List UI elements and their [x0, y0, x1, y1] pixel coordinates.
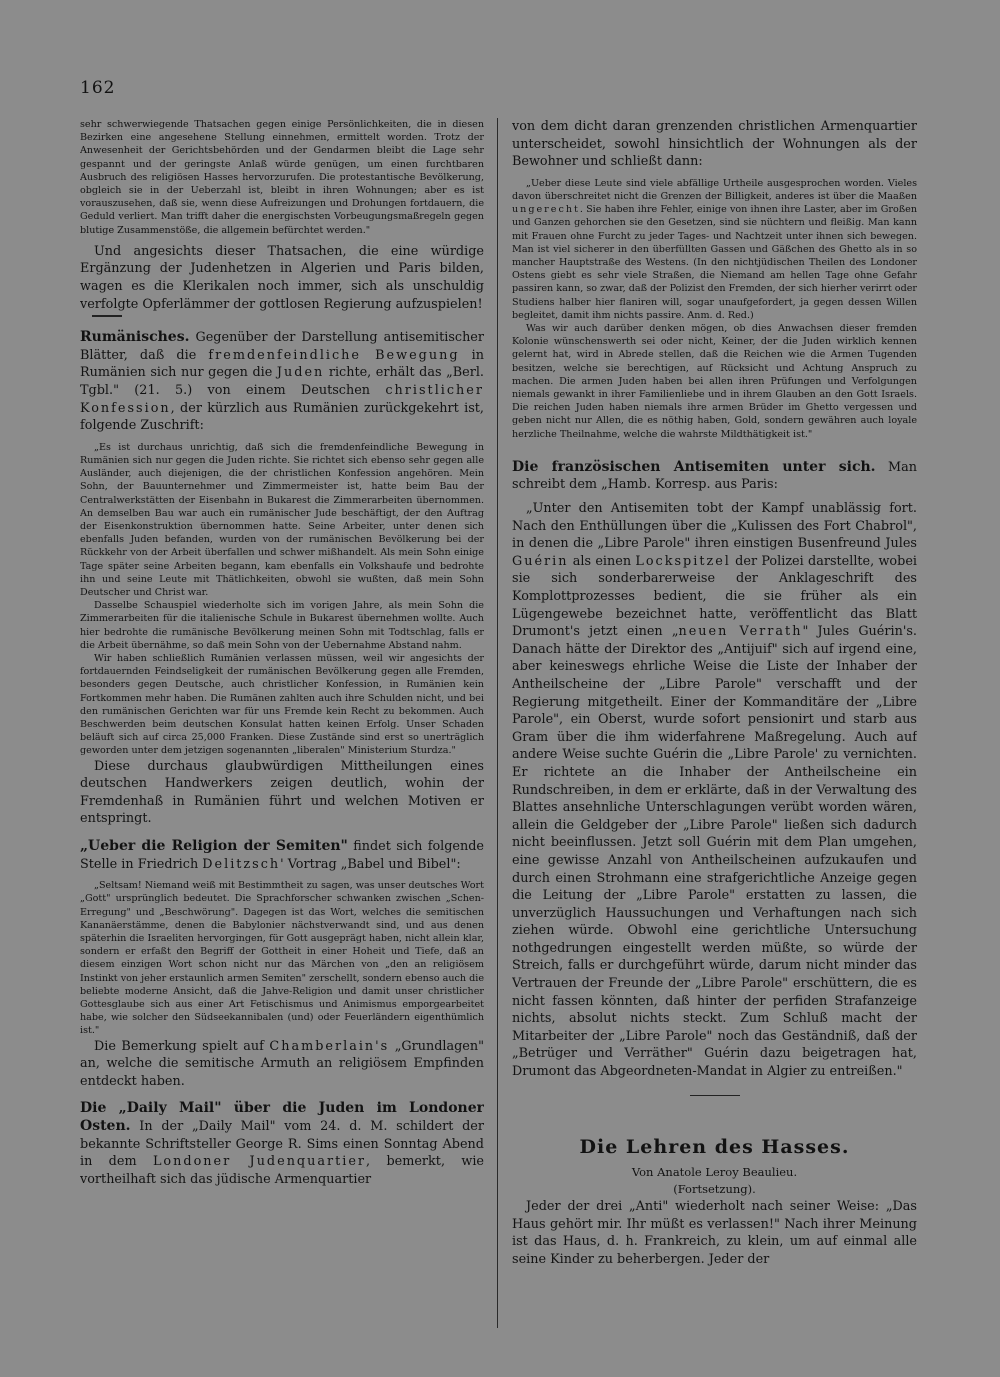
quoted-letter: Dasselbe Schauspiel wiederholte sich im vorigen Jahre, als mein Sohn die Zimmerarbeiten für die italienische Schule in Bukarest übernehmen wollte. Auch hier bedrohte die rumänische Bevölkerung meinen Sohn mit Todtschlag, falls er die Arbeit übernähme, so daß mein Sohn von der Uebernahme Abstand nahm.	[80, 600, 484, 651]
quoted-passage: „Ueber diese Leute sind viele abfällige Urtheile ausgesprochen worden. Vieles davon überschreitet nicht die Grenzen der Billigkeit, anderes ist über die Maaßen ungerecht. Sie haben ihre Fehler, einige von ihnen ihre Laster, aber im Großen und Ganzen gehorchen sie den Gesetzen, sind sie nüchtern und fleißig. Man kann mit Frauen ohne Furcht zu jeder Tages- und Nachtzeit unter ihnen sich bewegen. Man ist viel sicherer in den überfüllten Gassen und Gäßchen des Ghetto als in so mancher Hauptstraße des Westens. (In den nichtjüdischen Theilen des Londoner Ostens giebt es sehr viele Straßen, die Niemand am hellen Tage ohne Gefahr passiren kann, so zwar, daß der Polizist den Fremden, der sich hierher verirrt oder Studiens halber hier flaniren will, sogar unaufgefordert, ja gegen dessen Willen begleitet, damit ihm nichts passire. Anm. d. Red.)	[512, 177, 917, 321]
quoted-passage: Was wir auch darüber denken mögen, ob dies Anwachsen dieser fremden Kolonie wünschenswerth sei oder nicht, Keiner, der die Juden wirklich kennen gelernt hat, wird in Abrede stellen, daß die Reichen wie die Armen Tugenden besitzen, welche sie berechtigen, auf Rücksicht und Achtung Anspruch zu machen. Die armen Juden haben bei allen ihren Prüfungen und Verfolgungen niemals gewankt in ihrer Familienliebe und in ihrem Glauben an den Gott Israels. Die reichen Juden haben niemals ihre armen Brüder im Ghetto vergessen und geben nicht nur Allen, die es nöthig haben, Gold, sondern gewähren auch loyale herzliche Theilnahme, welche die wahrste Mildthätigkeit ist."	[512, 323, 917, 440]
quoted-letter: „Es ist durchaus unrichtig, daß sich die fremdenfeindliche Bewegung in Rumänien sich nur gegen die Juden richte. Sie richtet sich ebenso sehr gegen alle Ausländer, auch diejenigen, die der christlichen Konfession angehören. Mein Sohn, der Bauunternehmer und Zimmermeister ist, hatte beim Bau der Centralwerkstätten der Eisenbahn in Bukarest die Zimmerarbeiten übernommen. An demselben Bau war auch ein rumänischer Jude beschäftigt, der den Auftrag der Eisenkonstruktion übernommen hatte. Seine Arbeiter, unter denen sich ebenfalls Juden befanden, wurden von der rumänischen Bevölkerung bei der Rückkehr von der Arbeit überfallen und schwer mißhandelt. Als mein Sohn einige Tage später seine Arbeiten begann, kam ebenfalls ein Volkshaufe und bedrohte ihn und seine Leute mit Thätlichkeiten, obwohl sie wußten, daß mein Sohn Deutscher und Christ war.	[80, 441, 484, 598]
article-paragraph: Jeder der drei „Anti" wiederholt nach seiner Weise: „Das Haus gehört mir. Ihr müßt es verlassen!" Nach ihrer Meinung ist das Haus, d. h. Frankreich, zu klein, um auf einmal alle seine Kinder zu beherbergen. Jeder der	[512, 1199, 917, 1267]
article-paragraph: sehr schwerwiegende Thatsachen gegen einige Persönlichkeiten, die in diesen Bezirken eine angesehene Stellung einnehmen, ermittelt worden. Trotz der Anwesenheit der Gerichtsbehörden und der Gendarmen bleibt die Lage sehr gespannt und der geringste Anlaß würde genügen, um einen furchtbaren Ausbruch des religiösen Hasses hervorzurufen. Die protestantische Bevölkerung, obgleich sie in der Ueberzahl ist, bleibt in ihren Wohnungen; aber es ist vorauszusehen, daß sie, wenn diese Aufreizungen und Drohungen fortdauern, die Geduld verliert. Man trifft daher die energischsten Vorbeugungsmaßregeln gegen blutige Zusammenstöße, die allgemein befürchtet werden."	[80, 119, 484, 236]
article-heading: Die französischen Antisemiten unter sich.	[512, 458, 876, 475]
article-paragraph: Diese durchaus glaubwürdigen Mittheilungen eines deutschen Handwerkers zeigen deutlich, wohin der Fremdenhaß in Rumänien führt und welchen Motiven er entspringt.	[80, 758, 484, 827]
right-column	[512, 118, 917, 1318]
article-paragraph: Die Bemerkung spielt auf Chamberlain's „Grundlagen" an, welche die semitische Armuth an religiösem Empfinden entdeckt haben.	[80, 1038, 484, 1089]
divider	[690, 1095, 740, 1097]
byline: Von Anatole Leroy Beaulieu.	[631, 1165, 798, 1180]
article-heading: Rumänisches.	[80, 329, 190, 346]
column-divider	[497, 118, 498, 1328]
article-french-antisemites: Die französischen Antisemiten unter sich. Man schreibt dem „Hamb. Korresp. aus Paris:	[512, 458, 917, 493]
divider	[92, 315, 122, 317]
page-number: 162	[80, 78, 116, 98]
continuation-note: (Fortsetzung).	[673, 1182, 756, 1197]
article-paragraph: von dem dicht daran grenzenden christlichen Armenquartier unterscheidet, sowohl hinsichtlich der Wohnungen als der Bewohner und schließt dann:	[512, 119, 917, 170]
article-paragraph: Und angesichts dieser Thatsachen, die eine würdige Ergänzung der Judenhetzen in Algerien und Paris bilden, wagen es die Klerikalen noch immer, sich als unschuldig verfolgte Opferlämmer der gottlosen Regierung aufzuspielen!	[80, 243, 484, 312]
article-paragraph: „Unter den Antisemiten tobt der Kampf unablässig fort. Nach den Enthüllungen über die „Kulissen des Fort Chabrol", in denen die „Libre Parole" ihren einstigen Busenfreund Jules Guérin als einen Lockspitzel der Polizei darstellte, wobei sie sich sonderbarerweise der Anklageschrift des Komplottprozesses bedient, die sie früher als ein Lügengewebe bezeichnet hatte, veröffentlicht das Blatt Drumont's jetzt einen „neuen Verrath" Jules Guérin's. Danach hätte der Direktor des „Antijuif" sich auf irgend eine, aber keineswegs ehrliche Weise die Liste der Inhaber der Antheilscheine der „Libre Parole" verschafft und der Regierung mitgetheilt. Einer der Kommanditäre der „Libre Parole", ein Oberst, wurde sofort pensionirt und starb aus Gram über die ihm widerfahrene Maßregelung. Auch auf andere Weise suchte Guérin die „Libre Parole' zu vernichten. Er richtete an die Inhaber der Antheilscheine ein Rundschreiben, in dem er erklärte, daß in der Verwaltung des Blattes ansehnliche Unterschlagungen verübt worden wären, allein die Geldgeber der „Libre Parole" ließen sich dadurch nicht beeinflussen. Jetzt soll Guérin mit dem Plan umgehen, eine gewisse Anzahl von Antheilscheinen aufzukaufen und durch einen Strohmann eine strafgerichtliche Anzeige gegen die Leitung der „Libre Parole" erstatten zu lassen, die unverzüglich Haussuchungen und Verhaftungen nach sich ziehen würde. Obwohl eine gerichtliche Untersuchung nothgedrungen eingestellt werden müßte, so würde der Streich, falls er durchgeführt würde, darum nicht minder das Vertrauen der Freunde der „Libre Parole" erschüttern, die es nicht fassen könnten, daß hinter der perfiden Strafanzeige nichts, absolut nichts steckt. Zum Schluß macht der Mitarbeiter der „Libre Parole" noch das Geständniß, daß der „Betrüger und Verräther" Guérin dazu beigetragen hat, Drumont das Abgeordneten-Mandat in Algier zu entreißen."	[512, 501, 917, 1080]
left-column	[80, 118, 484, 1318]
quoted-passage: „Seltsam! Niemand weiß mit Bestimmtheit zu sagen, was unser deutsches Wort „Gott" ursprünglich bedeutet. Die Sprachforscher schwanken zwischen „Schen-Erregung" und „Beschwörung". Dagegen ist das Wort, welches die semitischen Kananäerstämme, denen die Babylonier nächstverwandt sind, und aus denen späterhin die Israeliten hervorgingen, für Gott ausgeprägt haben, nicht allein klar, sondern er erfaßt den Begriff der Gottheit in einer Hoheit und Tiefe, daß an diesem einzigen Wort schon nicht nur das Märchen von „den an religiösem Instinkt von jeher erstaunlich armen Semiten" zerschellt, sondern ebenso auch die beliebte moderne Ansicht, daß die Jahve-Religion und damit unser christlicher Gottesglaube sich aus einer Art Fetischismus und Animismus emporgearbeitet habe, wie solcher den Südseekannibalen (und) oder Feuerländern eigenthümlich ist."	[80, 880, 484, 1037]
article-daily-mail: Die „Daily Mail" über die Juden im Londoner Osten. In der „Daily Mail" vom 24. d. M. schildert der bekannte Schriftsteller George R. Sims einen Sonntag Abend in dem Londoner Judenquartier, bemerkt, wie vortheilhaft sich das jüdische Armenquartier	[80, 1100, 484, 1187]
section-title: Die Lehren des Hasses.	[579, 1136, 850, 1159]
article-rumaenisches: Rumänisches. Gegenüber der Darstellung antisemitischer Blätter, daß die fremdenfeindliche Bewegung in Rumänien sich nur gegen die Juden richte, erhält das „Berl. Tgbl." (21. 5.) von einem Deutschen christlicher Konfession, der kürzlich aus Rumänien zurückgekehrt ist, folgende Zuschrift:	[80, 329, 484, 434]
article-heading: Die „Daily Mail" über die Juden im Londoner Osten.	[80, 1100, 484, 1135]
quoted-letter: Wir haben schließlich Rumänien verlassen müssen, weil wir angesichts der fortdauernden Feindseligkeit der rumänischen Bevölkerung gegen alle Fremden, besonders gegen Deutsche, auch christlicher Konfession, in Rumänien kein Fortkommen mehr haben. Die Rumänen zahlten auch ihre Schulden nicht, und bei den rumänischen Gerichten war für uns Fremde kein Recht zu bekommen. Auch Beschwerden beim deutschen Konsulat hatten keinen Erfolg. Unser Schaden beläuft sich auf circa 25,000 Franken. Diese Zustände sind erst so unerträglich geworden unter dem jetzigen sogenannten „liberalen" Ministerium Sturdza."	[80, 653, 484, 757]
article-religion: „Ueber die Religion der Semiten" findet sich folgende Stelle in Friedrich Delitzsch' Vortrag „Babel und Bibel":	[80, 838, 484, 872]
article-heading: „Ueber die Religion der Semiten"	[80, 838, 348, 855]
